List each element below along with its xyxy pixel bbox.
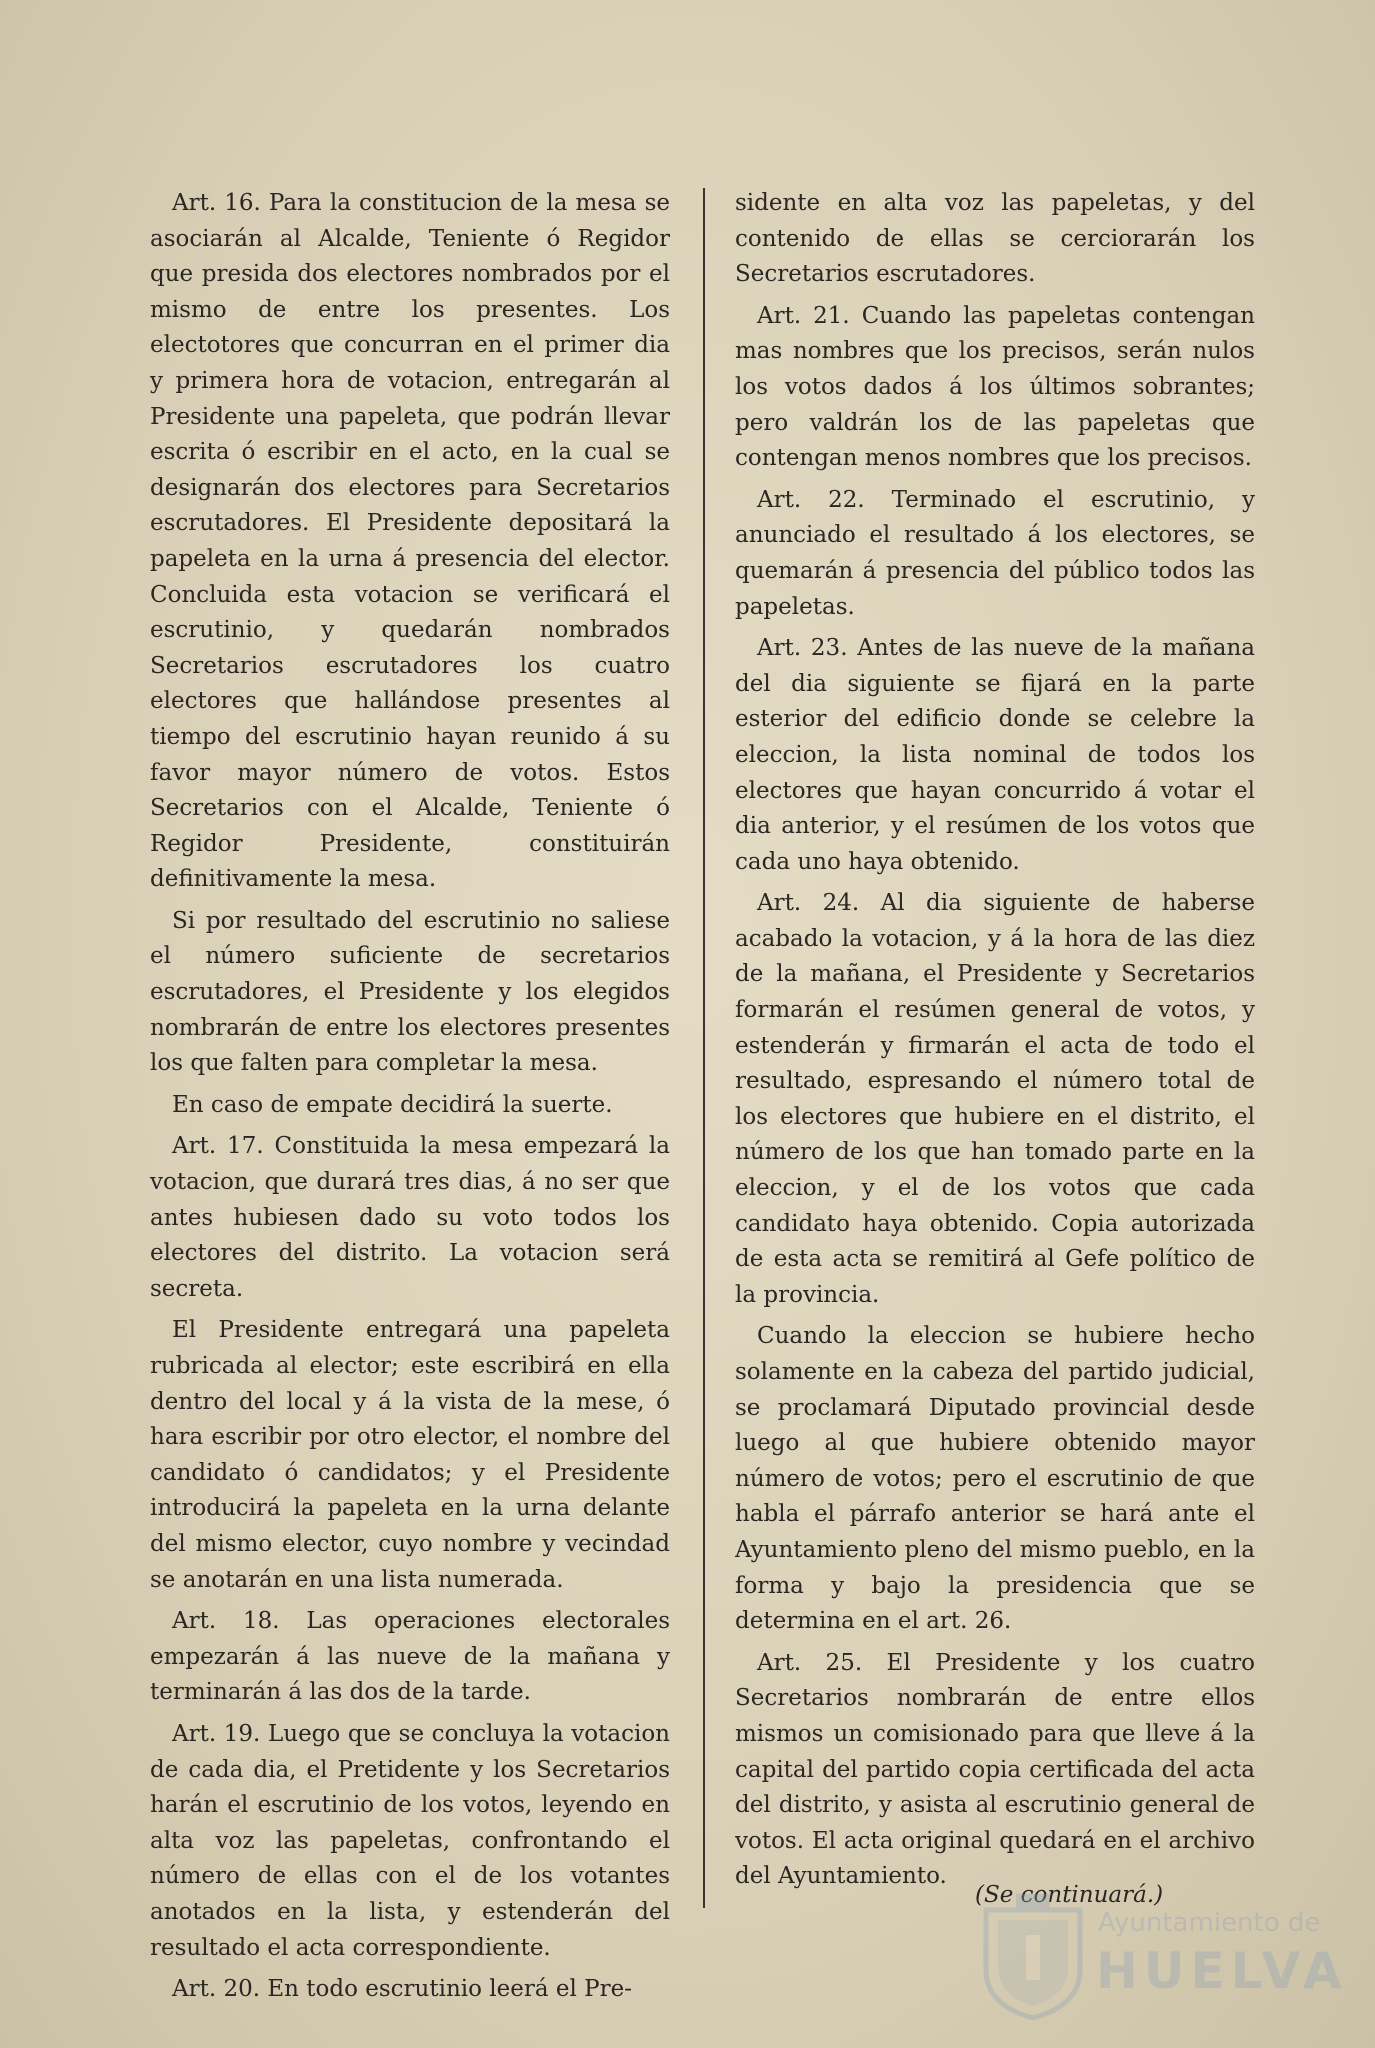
article-19: Art. 19. Luego que se concluya la votacion de cada dia, el Pretidente y los Secretarios harán el escrutinio de los votos, leyendo en alta voz las papeletas, confrontando el número de ellas con el de los votantes anotados en la lista, y estenderán del resultado el acta correspondiente. (150, 1720, 670, 1961)
article-22: Art. 22. Terminado el escrutinio, y anunciado el resultado á los electores, se quemarán á presencia del público todos las papeletas. (735, 486, 1255, 620)
article-17: Art. 17. Constituida la mesa empezará la votacion, que durará tres dias, á no ser que antes hubiesen dado su voto todos los electores del distrito. La votacion será secreta. (150, 1133, 670, 1302)
article-20-continuation: sidente en alta voz las papeletas, y del contenido de ellas se cerciorarán los Secretarios escrutadores. (735, 190, 1255, 288)
watermark-line-1: Ayuntamiento de (1098, 1908, 1321, 1938)
watermark-line-2: HUELVA (1096, 1942, 1348, 2000)
article-16-paragraph-3: En caso de empate decidirá la suerte. (172, 1091, 613, 1118)
article-20-start: Art. 20. En todo escrutinio leerá el Pre- (172, 1976, 632, 2003)
article-24: Art. 24. Al dia siguiente de haberse acabado la votacion, y á la hora de las diez de la mañana, el Presidente y Secretarios formarán el resúmen general de votos, y estenderán y firmarán el acta de todo el resultado, espresando el número total de los electores que hubiere en el distrito, el número de los que han tomado parte en la eleccion, y el de los votos que cada candidato haya obtenido. Copia autorizada de esta acta se remitirá al Gefe político de la provincia. (735, 890, 1255, 1308)
article-16-paragraph-2: Si por resultado del escrutinio no saliese el número suficiente de secretarios escrutadores, el Presidente y los elegidos nombrarán de entre los electores presentes los que falten para completar la mesa. (150, 907, 670, 1077)
archive-watermark (978, 1890, 1348, 2020)
article-24-paragraph-2: Cuando la eleccion se hubiere hecho solamente en la cabeza del partido judicial, se proclamará Diputado provincial desde luego al que hubiere obtenido mayor número de votos; pero el escrutinio de que habla el párrafo anterior se hará ante el Ayuntamiento pleno del mismo pueblo, en la forma y bajo la presidencia que se determina en el art. 26. (735, 1323, 1255, 1635)
article-18: Art. 18. Las operaciones electorales empezarán á las nueve de la mañana y terminarán á las dos de la tarde. (150, 1608, 670, 1706)
article-16: Art. 16. Para la constitucion de la mesa se asociarán al Alcalde, Teniente ó Regidor que presida dos electores nombrados por el mismo de entre los presentes. Los electotores que concurran en el primer dia y primera hora de votacion, entregarán al Presidente una papeleta, que podrán llevar escrita ó escribir en el acto, en la cual se designarán dos electores para Secretarios escrutadores. El Presidente depositará la papeleta en la urna á presencia del elector. Concluida esta votacion se verificará el escrutinio, y quedarán nombrados Secretarios escrutadores los cuatro electores que hallándose presentes al tiempo del escrutinio hayan reunido á su favor mayor número de votos. Estos Secretarios con el Alcalde, Teniente ó Regidor Presidente, constituirán definitivamente la mesa. (150, 190, 670, 893)
article-23: Art. 23. Antes de las nueve de la mañana del dia siguiente se fijará en la parte esterior del edificio donde se celebre la eleccion, la lista nominal de todos los electores que hayan concurrido á votar el dia anterior, y el resúmen de los votos que cada uno haya obtenido. (735, 635, 1255, 875)
right-column (735, 186, 1255, 1901)
left-column (150, 186, 670, 2014)
article-17-paragraph-2: El Presidente entregará una papeleta rubricada al elector; este escribirá en ella dentro del local y á la vista de la mese, ó hara escribir por otro elector, el nombre del candidato ó candidatos; y el Presidente introducirá la papeleta en la urna delante del mismo elector, cuyo nombre y vecindad se anotarán en una lista numerada. (150, 1317, 670, 1593)
coat-of-arms-icon (978, 1890, 1088, 2020)
article-25: Art. 25. El Presidente y los cuatro Secretarios nombrarán de entre ellos mismos un comisionado para que lleve á la capital del partido copia certificada del acta del distrito, y asista al escrutinio general de votos. El acta original quedará en el archivo del Ayuntamiento. (735, 1649, 1255, 1890)
continuation-note: (Se continuará.) (975, 1882, 1164, 1908)
article-21: Art. 21. Cuando las papeletas contengan mas nombres que los precisos, serán nulos los votos dados á los últimos sobrantes; pero valdrán los de las papeletas que contengan menos nombres que los precisos. (735, 302, 1255, 472)
column-divider (703, 188, 705, 1908)
